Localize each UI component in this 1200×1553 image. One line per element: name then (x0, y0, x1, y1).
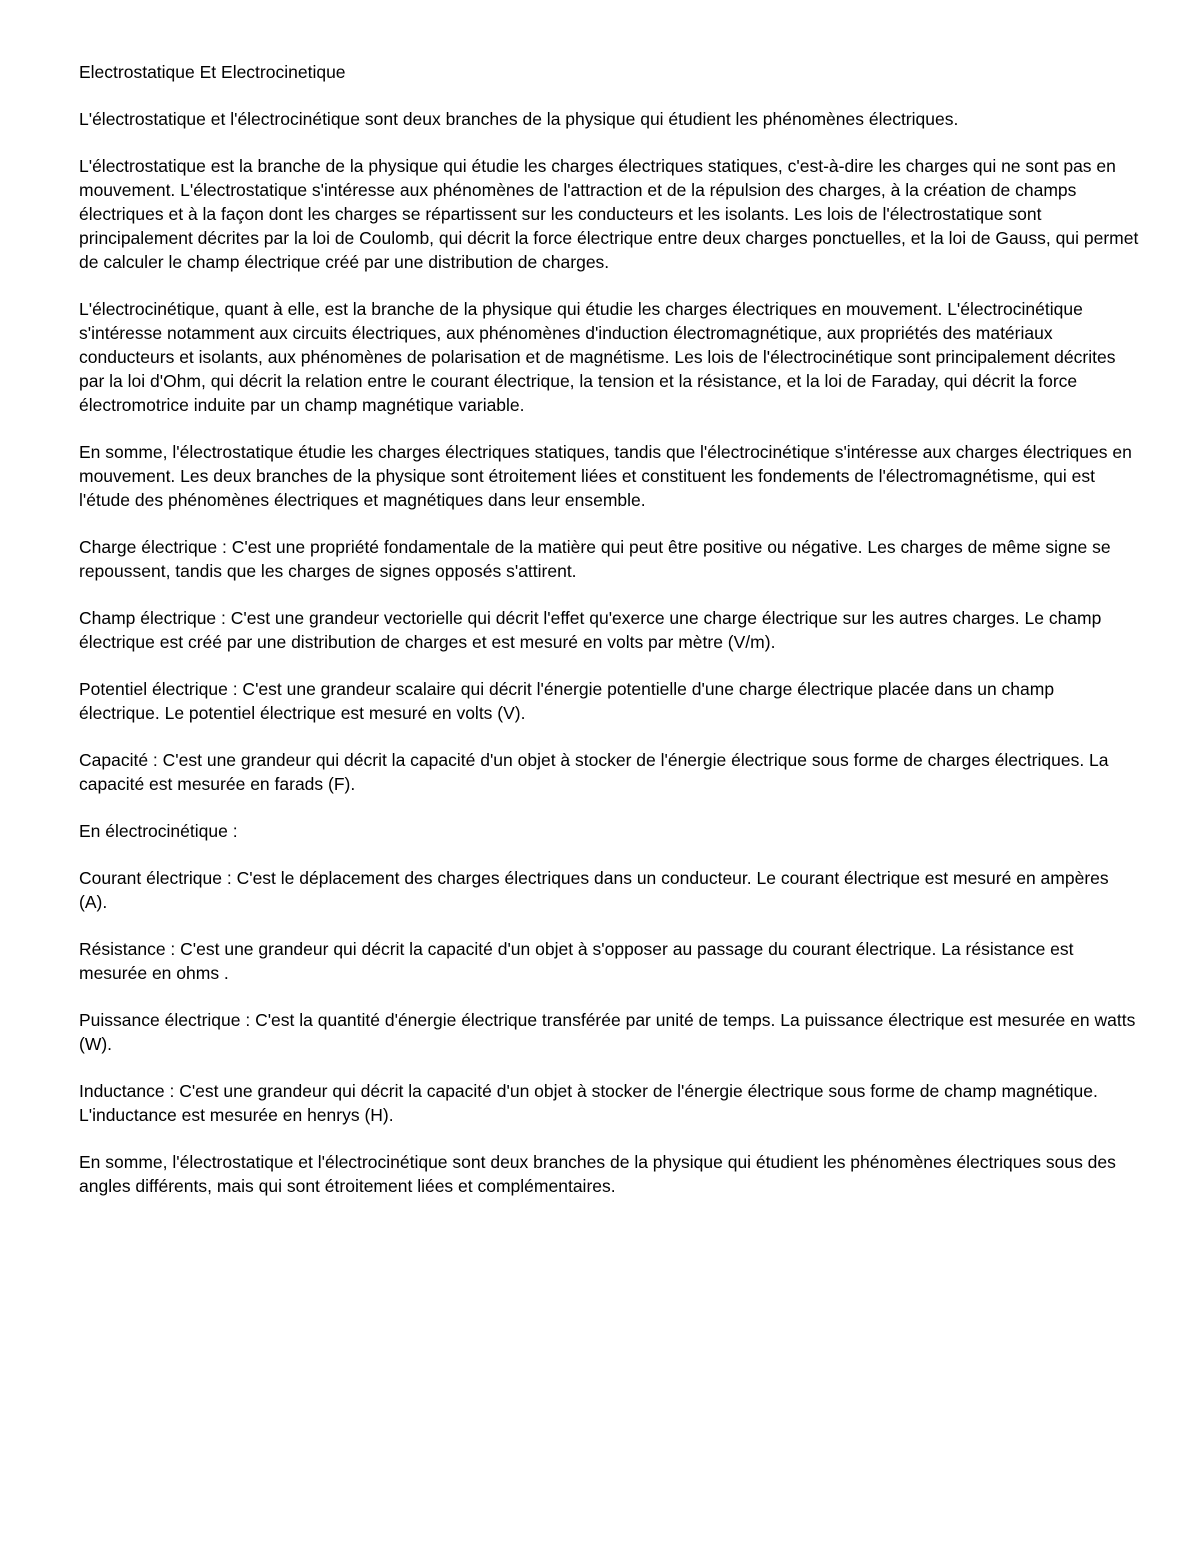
paragraph-resistance: Résistance : C'est une grandeur qui décrit la capacité d'un objet à s'opposer au passage du courant électrique. La résistance est mesurée en ohms . (79, 939, 1074, 983)
paragraph-electrocinetique: L'électrocinétique, quant à elle, est la branche de la physique qui étudie les charges électriques en mouvement. L'électrocinétique s'intéresse notamment aux circuits électriques, aux phénomènes d'induction électromagnétique, aux propriétés des matériaux conducteurs et isolants, aux phénomènes de polarisation et de magnétisme. Les lois de l'électrocinétique sont principalement décrites par la loi d'Ohm, qui décrit la relation entre le courant électrique, la tension et la résistance, et la loi de Faraday, qui décrit la force électromotrice induite par un champ magnétique variable. (79, 299, 1116, 415)
paragraph-charge-electrique: Charge électrique : C'est une propriété fondamentale de la matière qui peut être positive ou négative. Les charges de même signe se repoussent, tandis que les charges de signes opposés s'attirent. (79, 537, 1111, 581)
paragraph-champ-electrique: Champ électrique : C'est une grandeur vectorielle qui décrit l'effet qu'exerce une charge électrique sur les autres charges. Le champ électrique est créé par une distribution de charges et est mesuré en volts par mètre (V/m). (79, 608, 1102, 652)
paragraph-en-electrocinetique: En électrocinétique : (79, 821, 238, 841)
paragraph-courant-electrique: Courant électrique : C'est le déplacement des charges électriques dans un conducteur. Le courant électrique est mesuré en ampères (A). (79, 868, 1109, 912)
document-title: Electrostatique Et Electrocinetique (79, 62, 346, 82)
document-page (79, 60, 1139, 1221)
paragraph-potentiel-electrique: Potentiel électrique : C'est une grandeur scalaire qui décrit l'énergie potentielle d'une charge électrique placée dans un champ électrique. Le potentiel électrique est mesuré en volts (V). (79, 679, 1055, 723)
paragraph-puissance-electrique: Puissance électrique : C'est la quantité d'énergie électrique transférée par unité de temps. La puissance électrique est mesurée en watts (W). (79, 1010, 1136, 1054)
paragraph-inductance: Inductance : C'est une grandeur qui décrit la capacité d'un objet à stocker de l'énergie électrique sous forme de champ magnétique. L'inductance est mesurée en henrys (H). (79, 1081, 1098, 1125)
paragraph-electrostatique: L'électrostatique est la branche de la physique qui étudie les charges électriques statiques, c'est-à-dire les charges qui ne sont pas en mouvement. L'électrostatique s'intéresse aux phénomènes de l'attraction et de la répulsion des charges, à la création de champs électriques et à la façon dont les charges se répartissent sur les conducteurs et les isolants. Les lois de l'électrostatique sont principalement décrites par la loi de Coulomb, qui décrit la force électrique entre deux charges ponctuelles, et la loi de Gauss, qui permet de calculer le champ électrique créé par une distribution de charges. (79, 156, 1139, 272)
paragraph-capacite: Capacité : C'est une grandeur qui décrit la capacité d'un objet à stocker de l'énergie électrique sous forme de charges électriques. La capacité est mesurée en farads (F). (79, 750, 1109, 794)
paragraph-summary-2: En somme, l'électrostatique et l'électrocinétique sont deux branches de la physique qui étudient les phénomènes électriques sous des angles différents, mais qui sont étroitement liées et complémentaires. (79, 1152, 1116, 1196)
paragraph-intro: L'électrostatique et l'électrocinétique sont deux branches de la physique qui étudient les phénomènes électriques. (79, 109, 959, 129)
paragraph-summary-1: En somme, l'électrostatique étudie les charges électriques statiques, tandis que l'électrocinétique s'intéresse aux charges électriques en mouvement. Les deux branches de la physique sont étroitement liées et constituent les fondements de l'électromagnétisme, qui est l'étude des phénomènes électriques et magnétiques dans leur ensemble. (79, 442, 1132, 510)
